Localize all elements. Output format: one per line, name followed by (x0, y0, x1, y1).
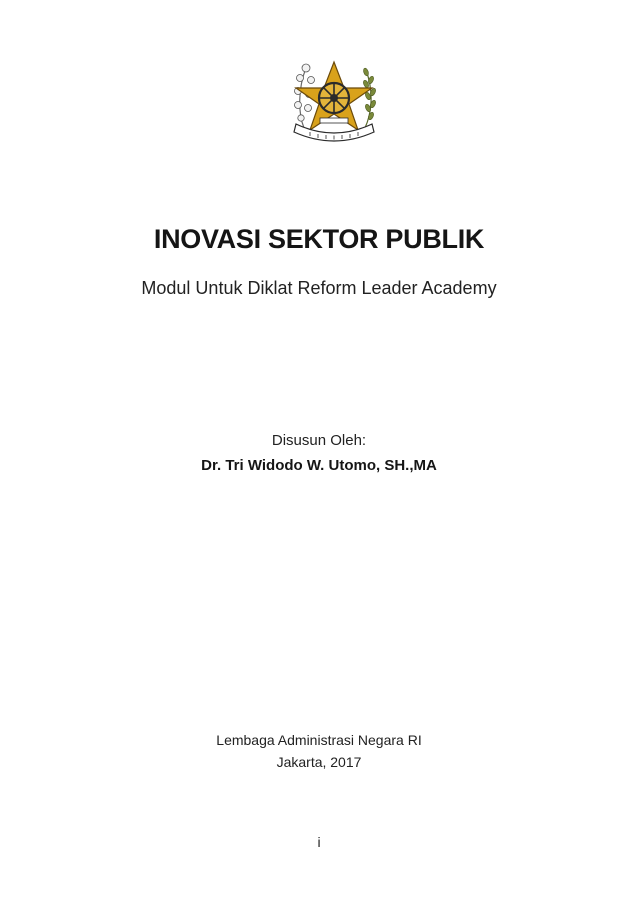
garuda-wheel-emblem-icon (280, 58, 388, 144)
institution-name: Lembaga Administrasi Negara RI (216, 732, 422, 748)
document-title: INOVASI SEKTOR PUBLIK (153, 224, 485, 254)
author-label: Disusun Oleh: (271, 432, 367, 449)
document-subtitle: Modul Untuk Diklat Reform Leader Academy (141, 278, 497, 298)
page-number: i (317, 834, 321, 850)
author-name: Dr. Tri Widodo W. Utomo, SH.,MA (201, 457, 437, 474)
place-and-year: Jakarta, 2017 (276, 754, 362, 770)
